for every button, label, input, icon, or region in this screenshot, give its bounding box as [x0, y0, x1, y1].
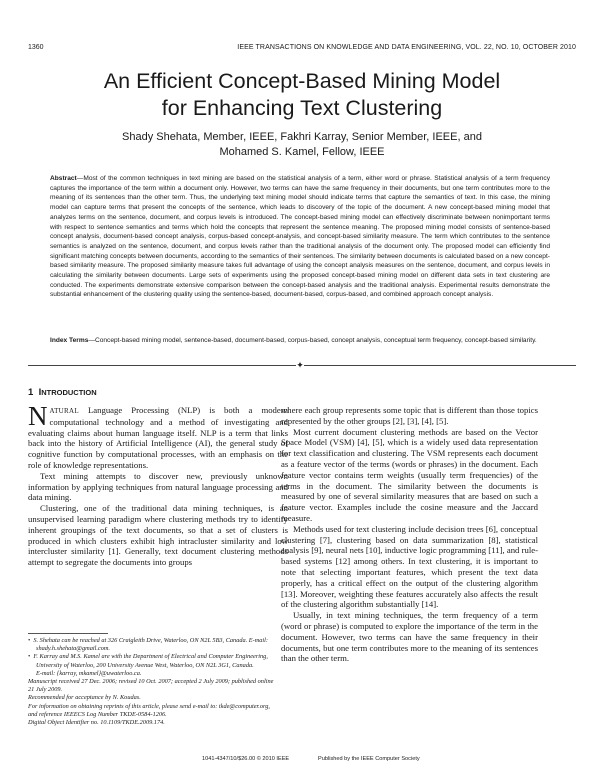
authors-line-1: Shady Shehata, Member, IEEE, Fakhri Karray, Senior Member, IEEE, and — [122, 131, 482, 143]
paragraph-1 — [28, 401, 288, 471]
page-number: 1360 — [28, 44, 44, 51]
paper-title — [28, 68, 576, 122]
left-column — [28, 401, 288, 568]
footnote-rule — [28, 633, 108, 634]
footnote-2-email: E-mail: {karray, mkamel}@uwaterloo.ca. — [36, 669, 142, 677]
doi: Digital Object Identifier no. 10.1109/TKDE.2009.174. — [28, 719, 165, 727]
paragraph-r4: Usually, in text mining techniques, the term frequency of a term (word or phrase) is computed to explore the importance of the term in the document. However, two terms can have the same frequency in their documents, but one term contributes more to the meaning of its sentences than the other term. — [281, 610, 538, 664]
paragraph-r3: Methods used for text clustering include decision trees [6], conceptual clustering [7], clustering based on data summarization [8], statistical analysis [9], neural nets [10], inductive logic programming [11], and rule-based systems [12] among others. In text clustering, it is important to note that selecting important features, which present the text data properly, has a critical effect on the output of the clustering algorithm [13]. Moreover, weighting these features accurately also affects the result of the clustering algorithm substantially [14]. — [281, 523, 538, 610]
section-title-initial: I — [38, 387, 42, 398]
author-list — [28, 130, 576, 160]
reprints-info: For information on obtaining reprints of this article, please send e-mail to: tkde@computer.org, and reference IEEECS Log Number TKDE-0584-1206. — [28, 702, 270, 718]
footnote-author-2 — [28, 653, 278, 669]
paragraph-1-text: Language Processing (NLP) is both a modern computational technology and a method of investigating and evaluating claims about human language itself. NLP is a term that links back into the history of Artificial Intelligence (AI), the general study of cognitive function by computational processes, with an emphasis on the role of knowledge representations. — [28, 405, 288, 470]
index-terms-label: Index Terms — [50, 337, 89, 344]
abstract — [50, 174, 550, 300]
bullet-icon: • — [28, 637, 31, 644]
publisher-line: Published by the IEEE Computer Society — [318, 756, 420, 762]
footnote-1-text: S. Shehata can be reached at 326 Craigleith Drive, Waterloo, ON N2L 5B3, Canada. E-mail: shady.h.shehata@gmail.com. — [33, 637, 269, 653]
index-terms — [50, 336, 550, 346]
section-title-rest: NTRODUCTION — [41, 388, 97, 397]
issn-copyright: 1041-4347/10/$26.00 © 2010 IEEE — [202, 756, 290, 762]
paragraph-r1: where each group represents some topic that is different than those topics represented by the other groups [2], [3], [4], [5]. — [281, 405, 538, 426]
footnotes — [28, 637, 278, 727]
small-caps-word: ATURAL — [49, 407, 79, 415]
right-column — [281, 405, 538, 664]
bullet-icon: • — [28, 653, 31, 661]
title-line-1: An Efficient Concept-Based Mining Model — [103, 69, 501, 93]
running-header — [28, 44, 576, 56]
recommended-by: Recommended for acceptance by N. Koudas. — [28, 694, 141, 702]
footnote-author-1 — [28, 637, 278, 653]
paragraph-3: Clustering, one of the traditional data mining techniques, is an unsupervised learning paradigm where clustering methods try to identify inherent groupings of the text documents, so that a set of clusters is produced in which clusters exhibit high intracluster similarity and low intercluster similarity [1]. Generally, text document clustering methods attempt to segregate the documents into groups — [28, 503, 288, 568]
paragraph-r2: Most current document clustering methods are based on the Vector Space Model (VSM) [4], [5], which is a widely used data representation for text classification and clustering. The VSM represents each document as a feature vector of the terms (words or phrases) in the document. Each feature vector contains term weights (usually term frequencies) of the terms in the document. The similarity between the documents is measured by one of several similarity measures that are based on such a feature vector. Examples include the cosine measure and the Jaccard measure. — [281, 426, 538, 523]
index-terms-text: —Concept-based mining model, sentence-based, document-based, corpus-based, concept analysis, conceptual term frequency, concept-based similarity. — [88, 337, 537, 344]
authors-line-2: Mohamed S. Kamel, Fellow, IEEE — [219, 146, 385, 158]
section-heading — [28, 387, 97, 398]
abstract-label: Abstract — [50, 175, 77, 182]
manuscript-dates: Manuscript received 27 Dec. 2006; revised 10 Oct. 2007; accepted 2 July 2009; published online 21 July 2009. — [28, 678, 274, 694]
title-line-2: for Enhancing Text Clustering — [161, 96, 443, 120]
journal-name: IEEE TRANSACTIONS ON KNOWLEDGE AND DATA ENGINEERING, VOL. 22, NO. 10, OCTOBER 2010 — [237, 44, 576, 51]
abstract-text: —Most of the common techniques in text mining are based on the statistical analysis of a term, either word or phrase. Statistical analysis of a term frequency captures the importance of the term within a document only. However, two terms can have the same frequency in their documents, but one term contributes more to the meaning of its sentences than the other term. Thus, the underlying text mining model should indicate terms that capture the semantics of text. In this case, the mining model can capture terms that present the concepts of the sentence, which leads to discovery of the topic of the document. A new concept-based mining model that analyzes terms on the sentence, document, and corpus levels is introduced. The concept-based mining model can effectively discriminate between nonimportant terms with respect to sentence semantics and terms which hold the concepts that represent the sentence meaning. The proposed mining model consists of sentence-based concept analysis, document-based concept analysis, corpus-based concept-analysis, and concept-based similarity measure. The term which contributes to the sentence semantics is analyzed on the sentence, document, and corpus levels rather than the traditional analysis of the document only. The proposed model can efficiently find significant matching concepts between documents, according to the semantics of their sentences. The similarity between documents is calculated based on a new concept-based similarity measure. The proposed similarity measure takes full advantage of using the concept analysis measures on the sentence, document, and corpus levels in calculating the similarity between documents. Large sets of experiments using the proposed concept-based mining model on different data sets in text clustering are conducted. The experiments demonstrate extensive comparison between the concept-based analysis and the traditional analysis. Experimental results demonstrate the substantial enhancement of the clustering quality using the sentence-based, document-based, corpus-based, and combined approach concept analysis. — [50, 175, 550, 299]
footnote-2-text: F. Karray and M.S. Kamel are with the Department of Electrical and Computer Engineering, University of Waterloo, 200 University Avenue West, Waterloo, ON N2L 3G1, Canada. — [33, 653, 268, 669]
section-number: 1 — [28, 387, 34, 398]
drop-cap: N — [28, 401, 48, 431]
diamond-ornament-icon: ✦ — [296, 360, 304, 370]
paragraph-2: Text mining attempts to discover new, previously unknown information by applying techniques from natural language processing and data mining. — [28, 470, 288, 503]
